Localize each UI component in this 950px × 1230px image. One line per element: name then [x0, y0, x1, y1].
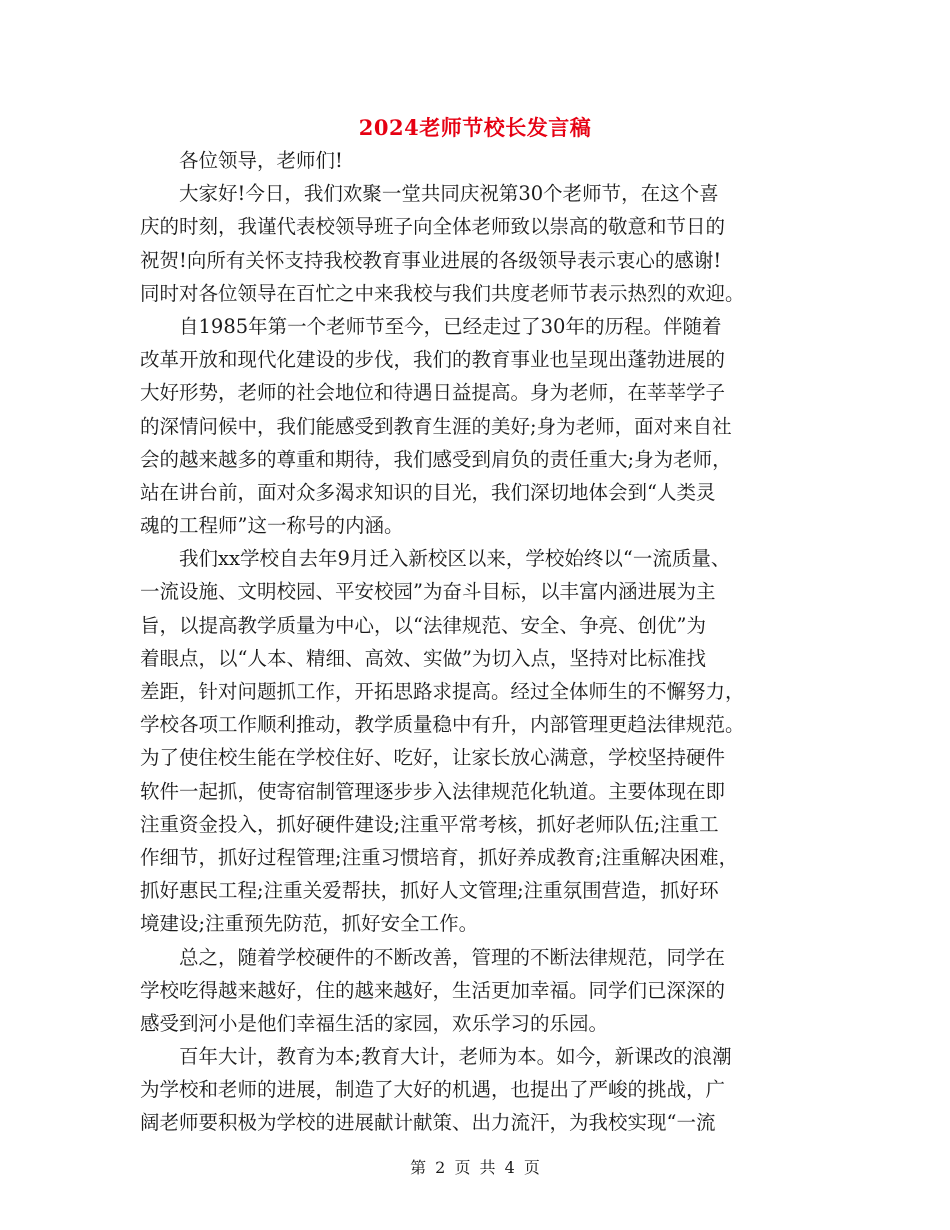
text-line: 阔老师要积极为学校的进展献计献策、出力流汗，为我校实现“一流 [140, 1111, 716, 1135]
text-line: 自1985年第一个老师节至今，已经走过了30年的历程。伴随着 [140, 314, 722, 338]
text-line: 站在讲台前，面对众多渴求知识的目光，我们深切地体会到“人类灵 [140, 480, 716, 504]
text-line: 魂的工程师”这一称号的内涵。 [140, 514, 404, 538]
text-line: 为学校和老师的进展，制造了大好的机遇，也提出了严峻的挑战，广 [140, 1078, 726, 1102]
text-line: 我们xx学校自去年9月迁入新校区以来，学校始终以“一流质量、 [140, 547, 731, 571]
text-line: 注重资金投入，抓好硬件建设;注重平常考核，抓好老师队伍;注重工 [140, 812, 719, 836]
text-line: 会的越来越多的尊重和期待，我们感受到肩负的责任重大;身为老师， [140, 447, 732, 471]
text-line: 大家好!今日，我们欢聚一堂共同庆祝第30个老师节，在这个喜 [140, 182, 719, 206]
text-line: 的深情问候中，我们能感受到教育生涯的美好;身为老师，面对来自社 [140, 414, 732, 438]
text-line: 境建设;注重预先防范，抓好安全工作。 [140, 912, 479, 936]
text-line: 总之，随着学校硬件的不断改善，管理的不断法律规范，同学在 [140, 945, 726, 969]
text-line: 祝贺!向所有关怀支持我校教育事业进展的各级领导表示衷心的感谢! [140, 248, 722, 272]
text-line: 差距，针对问题抓工作，开拓思路求提高。经过全体师生的不懈努力， [140, 680, 745, 703]
text-line: 各位领导，老师们! [140, 149, 343, 172]
text-line: 感受到河小是他们幸福生活的家园，欢乐学习的乐园。 [140, 1011, 609, 1035]
text-line: 百年大计，教育为本;教育大计，老师为本。如今，新课改的浪潮 [140, 1045, 732, 1069]
text-line: 学校各项工作顺利推动，教学质量稳中有升，内部管理更趋法律规范。 [140, 713, 745, 737]
text-line: 庆的时刻，我谨代表校领导班子向全体老师致以崇高的敬意和节日的 [140, 215, 726, 239]
body-text [140, 144, 812, 1140]
page-title: 2024老师节校长发言稿 [358, 115, 592, 140]
page-number: 第 2 页 共 4 页 [410, 1158, 540, 1177]
text-line: 作细节，抓好过程管理;注重习惯培育，抓好养成教育;注重解决困难， [140, 845, 739, 869]
text-line: 抓好惠民工程;注重关爱帮扶，抓好人文管理;注重氛围营造，抓好环 [140, 879, 719, 903]
text-line: 学校吃得越来越好，住的越来越好，生活更加幸福。同学们已深深的 [140, 978, 726, 1002]
text-line: 大好形势，老师的社会地位和待遇日益提高。身为老师，在莘莘学子 [140, 381, 726, 405]
text-line: 改革开放和现代化建设的步伐，我们的教育事业也呈现出蓬勃进展的 [140, 348, 726, 372]
text-line: 一流设施、文明校园、平安校园”为奋斗目标，以丰富内涵进展为主 [140, 580, 716, 604]
text-line: 软件一起抓，使寄宿制管理逐步步入法律规范化轨道。主要体现在即 [140, 779, 726, 803]
text-line: 同时对各位领导在百忙之中来我校与我们共度老师节表示热烈的欢迎。 [140, 281, 745, 305]
text-line: 旨，以提高教学质量为中心，以“法律规范、安全、争亮、创优”为 [140, 613, 706, 637]
text-line: 为了使住校生能在学校住好、吃好，让家长放心满意，学校坚持硬件 [140, 746, 726, 770]
text-line: 着眼点，以“人本、精细、高效、实做”为切入点，坚持对比标准找 [140, 646, 706, 670]
